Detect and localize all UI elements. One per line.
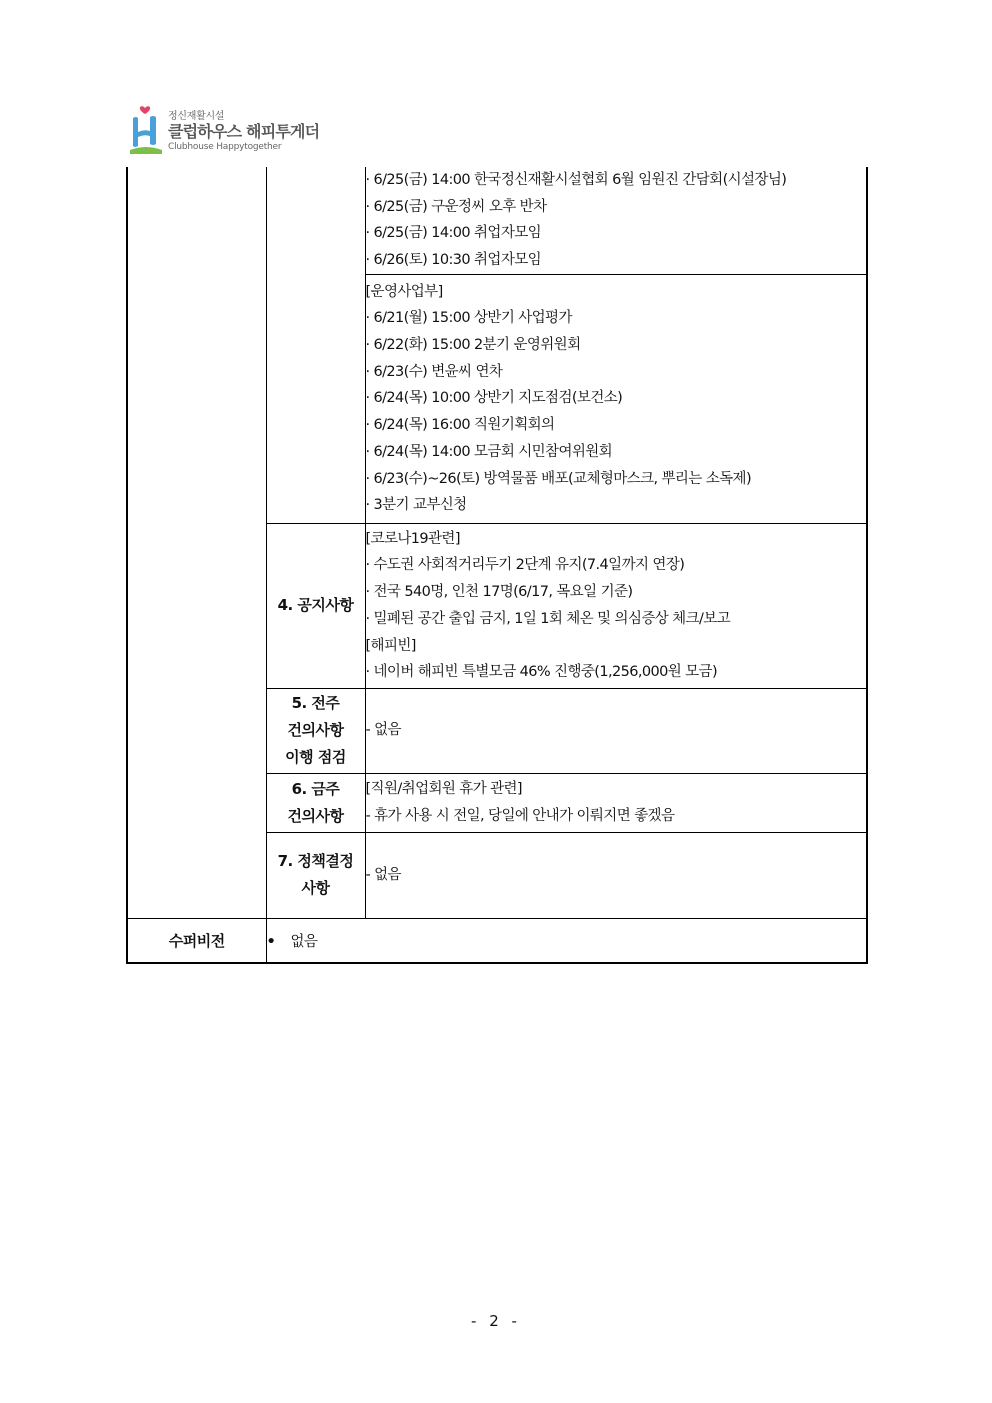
list-item: [직원/취업회원 휴가 관련]: [365, 781, 522, 798]
list-item: · 6/23(수) 변윤씨 연차: [365, 363, 503, 380]
list-item: · 6/25(금) 14:00 취업자모임: [365, 225, 542, 242]
list-item: [운영사업부]: [365, 283, 443, 300]
clubhouse-logo: [128, 104, 368, 156]
list-item: · 6/22(화) 15:00 2분기 운영위원회: [365, 337, 581, 354]
curr-suggestions-content: [365, 773, 867, 832]
logo-subtitle: 정신재활시설: [168, 111, 225, 122]
list-item: · 전국 540명, 인천 17명(6/17, 목요일 기준): [365, 584, 633, 601]
supervision-content: [266, 918, 867, 963]
policy-decision-content: [365, 832, 867, 918]
page-number: - 2 -: [471, 1312, 521, 1330]
table-row: [127, 918, 867, 963]
list-item: - 없음: [365, 866, 401, 883]
list-item: · 6/25(금) 14:00 한국정신재활시설협회 6월 임원진 간담회(시설장님): [365, 172, 787, 188]
prev-suggestions-content: [365, 688, 867, 773]
list-item: · 수도권 사회적거리두기 2단계 유지(7.4일까지 연장): [365, 557, 685, 574]
logo-title: 클럽하우스 해피투게더: [168, 122, 320, 141]
operations-dept-cell: [365, 274, 867, 523]
list-item: - 없음: [365, 722, 401, 739]
list-item: · 밀폐된 공간 출입 금지, 1일 1회 체온 및 의심증상 체크/보고: [365, 610, 731, 627]
list-item: · 3분기 교부신청: [365, 497, 467, 514]
logo-english-name: Clubhouse Happytogether: [168, 142, 282, 152]
table-row: [127, 167, 867, 274]
meeting-minutes-table: [126, 167, 868, 964]
schedule-continuation-cell: [365, 167, 867, 274]
bullet-icon: •: [266, 933, 276, 950]
notice-heading: 4. 공지사항: [266, 523, 365, 688]
list-item: · 6/26(토) 10:30 취업자모임: [365, 252, 542, 269]
section-label-cell: [127, 167, 266, 918]
category-cell: [266, 167, 365, 523]
list-item: · 6/24(목) 14:00 모금회 시민참여위원회: [365, 443, 613, 460]
list-item: · 6/24(목) 16:00 직원기획회의: [365, 417, 555, 434]
list-item: · 6/23(수)~26(토) 방역물품 배포(교체형마스크, 뿌리는 소독제): [365, 470, 752, 487]
list-item: [코로나19관련]: [365, 530, 460, 547]
notice-content-cell: [365, 523, 867, 688]
curr-suggestions-heading: 6. 금주 건의사항: [266, 773, 365, 832]
policy-decision-heading: 7. 정책결정 사항: [266, 832, 365, 918]
list-item: [해피빈]: [365, 637, 416, 654]
list-item: · 6/25(금) 구운정씨 오후 반차: [365, 198, 547, 215]
supervision-text: 없음: [290, 933, 318, 950]
list-item: · 6/21(월) 15:00 상반기 사업평가: [365, 310, 572, 327]
clubhouse-logo-mark-icon: [128, 104, 164, 156]
prev-suggestions-heading: 5. 전주 건의사항 이행 점검: [266, 688, 365, 773]
supervision-label: 수퍼비전: [127, 918, 266, 963]
list-item: · 6/24(목) 10:00 상반기 지도점검(보건소): [365, 390, 623, 407]
list-item: - 휴가 사용 시 전일, 당일에 안내가 이뤄지면 좋겠음: [365, 807, 675, 824]
list-item: · 네이버 해피빈 특별모금 46% 진행중(1,256,000원 모금): [365, 664, 718, 681]
